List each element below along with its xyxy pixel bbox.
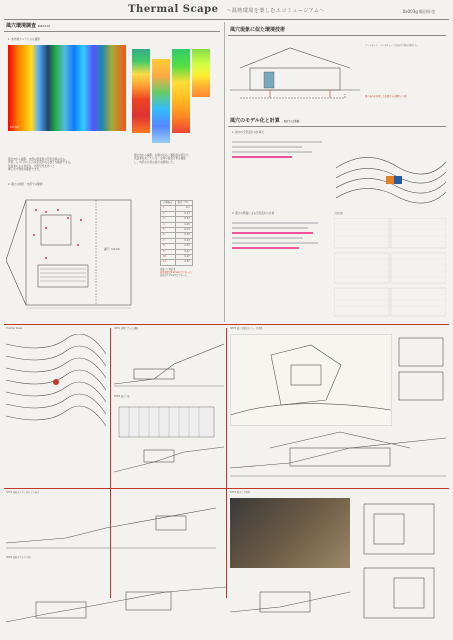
table-cell: 0.41	[175, 244, 192, 249]
thermal-strip-1	[132, 49, 150, 133]
formula-line	[232, 242, 318, 244]
calc-matrix	[334, 218, 446, 318]
table-note-line: 最低は0.1m/s程度であった。	[160, 274, 190, 277]
lower-top-rule	[4, 324, 449, 325]
formula-line	[232, 247, 299, 249]
table-cell: 9	[161, 249, 176, 254]
subtitle-text: 〜温熱環境を楽しむエコミュージアム〜	[226, 8, 325, 14]
poster-title	[0, 4, 453, 15]
bottom-mid-label: SITE2 地形を生かす空間	[6, 556, 31, 559]
thermal-caption: 1. 赤外線カメラによる撮影	[8, 38, 40, 41]
formula-line	[232, 141, 322, 143]
table-cell: 0.23	[175, 238, 192, 243]
table-cell: 1	[161, 206, 176, 211]
table-cell: 2	[161, 211, 176, 216]
section4-heading-note: 〜周辺での計算値〜	[281, 120, 302, 123]
thermal-strip-2	[152, 59, 170, 143]
site3-plan-drawing	[231, 335, 391, 425]
thermal-time: 15:30	[10, 125, 19, 129]
bottom-right-label: SITE3 配置と平面図	[230, 491, 250, 494]
section4-heading	[230, 117, 301, 124]
bottom-left-label: SITE1 地形を上手く活かした施設	[6, 491, 40, 494]
table-cell: 8	[161, 244, 176, 249]
lower-mid-label-b: SITE2 展示空間	[114, 395, 130, 398]
site3-small-section	[230, 572, 350, 632]
section4-sub2: 2. 風穴の断面による空気流れの計算	[232, 212, 275, 215]
matrix-title: 計算結果	[334, 212, 343, 215]
left-text-line: 押し出す現象が確認できた。	[8, 168, 42, 172]
table-note-line: 最高風速は0.4m/s以下であった。	[160, 271, 194, 274]
left-text-line: 気温差による対流が、内部空気を外へと	[8, 164, 55, 168]
table-header-cell: 計測地点	[161, 201, 176, 206]
table-cell: 0.15	[175, 222, 192, 227]
site1-section	[114, 334, 224, 394]
table-cell: 7	[161, 238, 176, 243]
cool-pit-diagram	[230, 40, 362, 112]
section1-heading-note: 2013.5.16	[37, 25, 51, 28]
table-row	[161, 260, 193, 265]
right-text-line: 気温差を生じている。全体の温度分布を確認	[134, 157, 186, 161]
section1-right-text	[134, 154, 218, 164]
top-divider	[224, 22, 225, 322]
formula-line	[232, 232, 313, 234]
section1-left-text	[8, 158, 118, 172]
formula-line	[232, 146, 302, 148]
header-rule	[4, 19, 449, 20]
table-cell: 10	[161, 255, 176, 260]
cave-plan-drawing	[6, 190, 154, 320]
table-cell: 3	[161, 217, 176, 222]
table-cell: 0.13	[175, 233, 192, 238]
thermal-image-main	[8, 45, 126, 131]
table-note	[160, 268, 222, 277]
site3-render-photo	[230, 498, 350, 568]
table-cell: 0.1	[175, 206, 192, 211]
formula-block	[232, 138, 332, 168]
formula-line	[232, 237, 303, 239]
section1-rule	[4, 31, 220, 32]
lower-right-label: SITE3 風穴を臨むカフェ・休憩所	[230, 327, 263, 330]
section4-heading-text: 風穴のモデル化と計算	[230, 118, 280, 124]
lower-divider-2	[226, 328, 227, 598]
site2-elevation	[114, 402, 224, 492]
section2-caption: 2. 風穴の現況・内部での観測	[8, 183, 43, 186]
thermal-strip-3	[172, 49, 190, 133]
left-text-line: 外部、入り口からも冷気が流れ出る様子を確認できる。	[8, 161, 73, 165]
section3-heading: 風穴現象に似た環境技術	[230, 27, 286, 33]
table-cell: 5	[161, 228, 176, 233]
title-text: Thermal Scape	[128, 4, 219, 15]
table-note-line: 風速の実測結果	[160, 268, 176, 271]
formula-line	[232, 222, 318, 224]
left-text-line: 風穴内から撮影。内部の低温度の空気が涼み出る。	[8, 158, 68, 161]
table-cell: 0.27	[175, 255, 192, 260]
site3-furniture	[395, 334, 447, 404]
formula-block-2	[232, 219, 327, 299]
site-map	[6, 334, 106, 434]
section1-heading	[6, 22, 50, 29]
right-text-line: し、内部の冷気の流れを観察した。	[134, 160, 176, 164]
sketch-scale-note: 縮尺 1/100	[104, 247, 120, 251]
bottom-left-section	[6, 498, 216, 553]
section1-heading-text: 風穴環境調査	[6, 23, 37, 29]
formula-line	[232, 227, 308, 229]
lower-divider-1	[110, 328, 111, 598]
lower-bottom-rule	[4, 488, 449, 489]
contour-diagram	[336, 148, 446, 212]
formula-line	[232, 156, 292, 158]
right-text-line: 風穴内から撮影。右側の石は一番低温の部分で、	[134, 154, 192, 157]
table-cell: 0.27	[175, 260, 192, 265]
table-cell: 4	[161, 222, 176, 227]
section4-rule	[228, 126, 446, 127]
site3-section	[230, 428, 446, 484]
site3-photo-plan	[230, 334, 392, 426]
lower-mid-label-a: SITE1 斜面に沿った通路	[114, 327, 139, 330]
table-cell: 0.13	[175, 228, 192, 233]
section4-sub1: 1. 地中の空気流れの計算式	[232, 131, 264, 134]
bottom-mid-section	[6, 562, 226, 632]
temperature-table	[160, 200, 193, 266]
table-cell: 0.27	[175, 217, 192, 222]
lower-left-label: Thermal Scape	[6, 327, 23, 330]
section3-rule	[228, 35, 446, 36]
table-cell: 11	[161, 260, 176, 265]
author-id: 0x003g 飯田好也	[402, 9, 435, 14]
thermal-strip-4	[192, 49, 210, 97]
table-cell: 6	[161, 233, 176, 238]
table-header-cell: 温度（℃）	[175, 201, 192, 206]
table-cell: 0.27	[175, 249, 192, 254]
site3-plans	[354, 498, 446, 628]
table-cell: 0.17	[175, 211, 192, 216]
furniture-drawing	[395, 334, 447, 404]
section3-note: クールピット・アースチューブは地中の熱を利用する。	[365, 44, 420, 47]
section3-caption: 風の流れを利用した快適な室内環境の実現	[365, 95, 407, 98]
formula-line	[232, 151, 312, 153]
